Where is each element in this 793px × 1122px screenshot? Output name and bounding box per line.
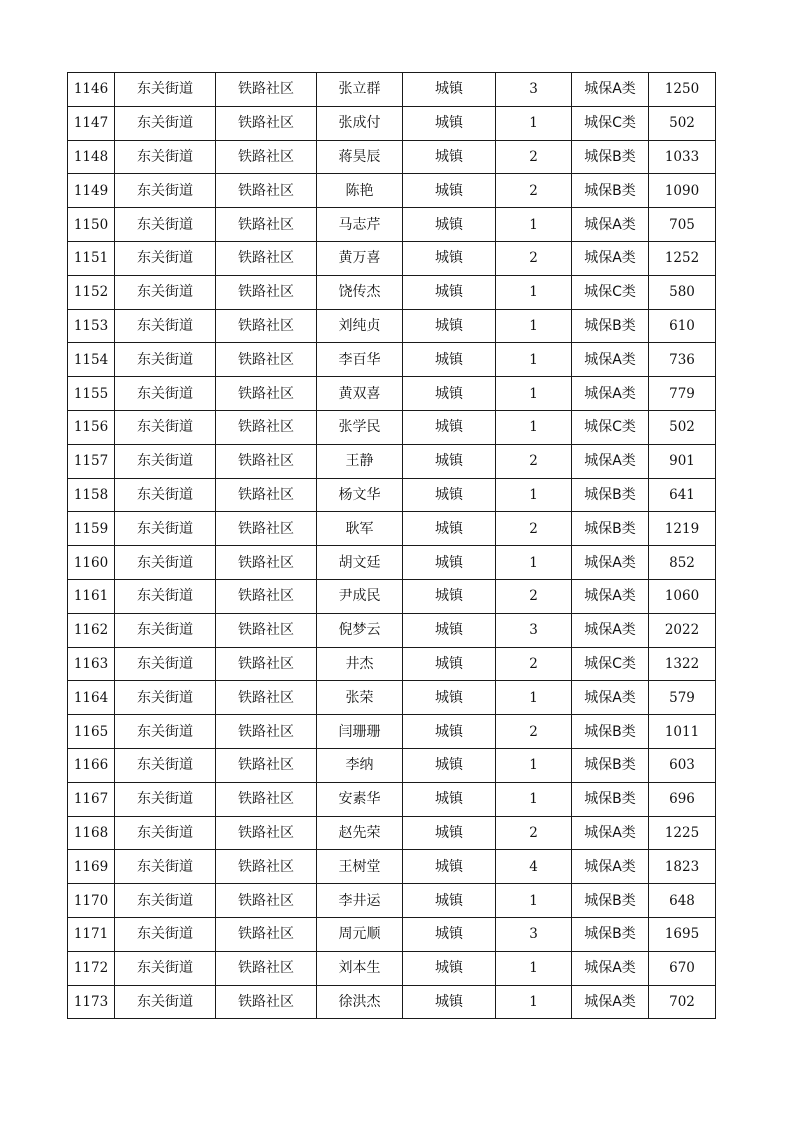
amount-cell: 502 xyxy=(649,106,716,140)
amount-cell: 736 xyxy=(649,343,716,377)
row-number-cell: 1157 xyxy=(68,444,115,478)
amount-cell: 1225 xyxy=(649,816,716,850)
household-size-cell: 2 xyxy=(496,174,572,208)
subdistrict-cell: 东关街道 xyxy=(115,140,216,174)
insurance-category-cell: 城保B类 xyxy=(572,512,649,546)
row-number-cell: 1173 xyxy=(68,985,115,1019)
subdistrict-cell: 东关街道 xyxy=(115,715,216,749)
amount-cell: 702 xyxy=(649,985,716,1019)
name-cell: 李百华 xyxy=(317,343,403,377)
community-cell: 铁路社区 xyxy=(216,782,317,816)
insurance-category-cell: 城保A类 xyxy=(572,579,649,613)
insurance-category-cell: 城保B类 xyxy=(572,884,649,918)
name-cell: 闫珊珊 xyxy=(317,715,403,749)
subdistrict-cell: 东关街道 xyxy=(115,478,216,512)
amount-cell: 502 xyxy=(649,410,716,444)
household-size-cell: 1 xyxy=(496,681,572,715)
subdistrict-cell: 东关街道 xyxy=(115,985,216,1019)
subdistrict-cell: 东关街道 xyxy=(115,174,216,208)
amount-cell: 1695 xyxy=(649,917,716,951)
insurance-category-cell: 城保B类 xyxy=(572,140,649,174)
insurance-category-cell: 城保C类 xyxy=(572,647,649,681)
residence-type-cell: 城镇 xyxy=(403,309,496,343)
insurance-category-cell: 城保A类 xyxy=(572,444,649,478)
name-cell: 刘纯贞 xyxy=(317,309,403,343)
name-cell: 胡文廷 xyxy=(317,546,403,580)
residence-type-cell: 城镇 xyxy=(403,816,496,850)
residence-type-cell: 城镇 xyxy=(403,478,496,512)
name-cell: 周元顺 xyxy=(317,917,403,951)
table-row xyxy=(68,377,716,411)
household-size-cell: 1 xyxy=(496,343,572,377)
subdistrict-cell: 东关街道 xyxy=(115,546,216,580)
household-size-cell: 3 xyxy=(496,73,572,107)
insurance-category-cell: 城保C类 xyxy=(572,410,649,444)
subdistrict-cell: 东关街道 xyxy=(115,951,216,985)
row-number-cell: 1146 xyxy=(68,73,115,107)
row-number-cell: 1151 xyxy=(68,241,115,275)
row-number-cell: 1159 xyxy=(68,512,115,546)
amount-cell: 670 xyxy=(649,951,716,985)
row-number-cell: 1161 xyxy=(68,579,115,613)
row-number-cell: 1170 xyxy=(68,884,115,918)
community-cell: 铁路社区 xyxy=(216,444,317,478)
amount-cell: 852 xyxy=(649,546,716,580)
community-cell: 铁路社区 xyxy=(216,512,317,546)
name-cell: 杨文华 xyxy=(317,478,403,512)
amount-cell: 1219 xyxy=(649,512,716,546)
amount-cell: 1823 xyxy=(649,850,716,884)
row-number-cell: 1156 xyxy=(68,410,115,444)
subdistrict-cell: 东关街道 xyxy=(115,275,216,309)
name-cell: 张学民 xyxy=(317,410,403,444)
community-cell: 铁路社区 xyxy=(216,73,317,107)
insurance-category-cell: 城保B类 xyxy=(572,782,649,816)
subdistrict-cell: 东关街道 xyxy=(115,343,216,377)
row-number-cell: 1155 xyxy=(68,377,115,411)
row-number-cell: 1153 xyxy=(68,309,115,343)
insurance-category-cell: 城保B类 xyxy=(572,309,649,343)
name-cell: 张成付 xyxy=(317,106,403,140)
subdistrict-cell: 东关街道 xyxy=(115,377,216,411)
household-size-cell: 3 xyxy=(496,917,572,951)
residence-type-cell: 城镇 xyxy=(403,275,496,309)
insurance-category-cell: 城保B类 xyxy=(572,174,649,208)
insurance-category-cell: 城保A类 xyxy=(572,73,649,107)
community-cell: 铁路社区 xyxy=(216,816,317,850)
community-cell: 铁路社区 xyxy=(216,546,317,580)
table-row xyxy=(68,816,716,850)
row-number-cell: 1168 xyxy=(68,816,115,850)
amount-cell: 2022 xyxy=(649,613,716,647)
table-row xyxy=(68,140,716,174)
subdistrict-cell: 东关街道 xyxy=(115,613,216,647)
residence-type-cell: 城镇 xyxy=(403,377,496,411)
community-cell: 铁路社区 xyxy=(216,985,317,1019)
subdistrict-cell: 东关街道 xyxy=(115,309,216,343)
row-number-cell: 1162 xyxy=(68,613,115,647)
assistance-table xyxy=(67,72,716,1019)
household-size-cell: 1 xyxy=(496,951,572,985)
household-size-cell: 2 xyxy=(496,512,572,546)
household-size-cell: 1 xyxy=(496,985,572,1019)
residence-type-cell: 城镇 xyxy=(403,208,496,242)
residence-type-cell: 城镇 xyxy=(403,106,496,140)
subdistrict-cell: 东关街道 xyxy=(115,73,216,107)
household-size-cell: 1 xyxy=(496,478,572,512)
household-size-cell: 2 xyxy=(496,241,572,275)
community-cell: 铁路社区 xyxy=(216,579,317,613)
amount-cell: 610 xyxy=(649,309,716,343)
household-size-cell: 1 xyxy=(496,377,572,411)
subdistrict-cell: 东关街道 xyxy=(115,106,216,140)
community-cell: 铁路社区 xyxy=(216,478,317,512)
community-cell: 铁路社区 xyxy=(216,208,317,242)
table-row xyxy=(68,106,716,140)
residence-type-cell: 城镇 xyxy=(403,985,496,1019)
row-number-cell: 1149 xyxy=(68,174,115,208)
row-number-cell: 1163 xyxy=(68,647,115,681)
table-row xyxy=(68,884,716,918)
name-cell: 饶传杰 xyxy=(317,275,403,309)
insurance-category-cell: 城保A类 xyxy=(572,546,649,580)
community-cell: 铁路社区 xyxy=(216,309,317,343)
table-row xyxy=(68,782,716,816)
household-size-cell: 2 xyxy=(496,579,572,613)
residence-type-cell: 城镇 xyxy=(403,613,496,647)
residence-type-cell: 城镇 xyxy=(403,850,496,884)
household-size-cell: 1 xyxy=(496,782,572,816)
table-body xyxy=(68,73,716,1019)
insurance-category-cell: 城保C类 xyxy=(572,275,649,309)
community-cell: 铁路社区 xyxy=(216,917,317,951)
name-cell: 蒋昊辰 xyxy=(317,140,403,174)
subdistrict-cell: 东关街道 xyxy=(115,681,216,715)
document-page xyxy=(67,72,715,1019)
household-size-cell: 1 xyxy=(496,106,572,140)
amount-cell: 696 xyxy=(649,782,716,816)
household-size-cell: 2 xyxy=(496,647,572,681)
community-cell: 铁路社区 xyxy=(216,343,317,377)
insurance-category-cell: 城保A类 xyxy=(572,343,649,377)
table-row xyxy=(68,850,716,884)
name-cell: 黄万喜 xyxy=(317,241,403,275)
row-number-cell: 1167 xyxy=(68,782,115,816)
subdistrict-cell: 东关街道 xyxy=(115,748,216,782)
residence-type-cell: 城镇 xyxy=(403,647,496,681)
community-cell: 铁路社区 xyxy=(216,715,317,749)
household-size-cell: 3 xyxy=(496,613,572,647)
amount-cell: 1011 xyxy=(649,715,716,749)
table-row xyxy=(68,546,716,580)
household-size-cell: 1 xyxy=(496,275,572,309)
insurance-category-cell: 城保A类 xyxy=(572,850,649,884)
table-row xyxy=(68,343,716,377)
row-number-cell: 1148 xyxy=(68,140,115,174)
residence-type-cell: 城镇 xyxy=(403,140,496,174)
name-cell: 张立群 xyxy=(317,73,403,107)
residence-type-cell: 城镇 xyxy=(403,681,496,715)
name-cell: 王静 xyxy=(317,444,403,478)
household-size-cell: 1 xyxy=(496,410,572,444)
subdistrict-cell: 东关街道 xyxy=(115,579,216,613)
residence-type-cell: 城镇 xyxy=(403,884,496,918)
residence-type-cell: 城镇 xyxy=(403,546,496,580)
table-row xyxy=(68,444,716,478)
household-size-cell: 2 xyxy=(496,715,572,749)
subdistrict-cell: 东关街道 xyxy=(115,782,216,816)
community-cell: 铁路社区 xyxy=(216,410,317,444)
name-cell: 徐洪杰 xyxy=(317,985,403,1019)
subdistrict-cell: 东关街道 xyxy=(115,410,216,444)
community-cell: 铁路社区 xyxy=(216,850,317,884)
community-cell: 铁路社区 xyxy=(216,681,317,715)
household-size-cell: 1 xyxy=(496,309,572,343)
table-row xyxy=(68,748,716,782)
insurance-category-cell: 城保A类 xyxy=(572,377,649,411)
residence-type-cell: 城镇 xyxy=(403,512,496,546)
community-cell: 铁路社区 xyxy=(216,106,317,140)
table-row xyxy=(68,647,716,681)
name-cell: 井杰 xyxy=(317,647,403,681)
subdistrict-cell: 东关街道 xyxy=(115,512,216,546)
household-size-cell: 1 xyxy=(496,208,572,242)
residence-type-cell: 城镇 xyxy=(403,917,496,951)
community-cell: 铁路社区 xyxy=(216,140,317,174)
insurance-category-cell: 城保B类 xyxy=(572,478,649,512)
table-row xyxy=(68,579,716,613)
subdistrict-cell: 东关街道 xyxy=(115,884,216,918)
household-size-cell: 2 xyxy=(496,444,572,478)
residence-type-cell: 城镇 xyxy=(403,782,496,816)
community-cell: 铁路社区 xyxy=(216,748,317,782)
name-cell: 尹成民 xyxy=(317,579,403,613)
residence-type-cell: 城镇 xyxy=(403,444,496,478)
row-number-cell: 1150 xyxy=(68,208,115,242)
community-cell: 铁路社区 xyxy=(216,613,317,647)
name-cell: 耿军 xyxy=(317,512,403,546)
community-cell: 铁路社区 xyxy=(216,275,317,309)
table-row xyxy=(68,613,716,647)
subdistrict-cell: 东关街道 xyxy=(115,850,216,884)
table-row xyxy=(68,715,716,749)
insurance-category-cell: 城保A类 xyxy=(572,613,649,647)
insurance-category-cell: 城保A类 xyxy=(572,241,649,275)
community-cell: 铁路社区 xyxy=(216,647,317,681)
name-cell: 黄双喜 xyxy=(317,377,403,411)
residence-type-cell: 城镇 xyxy=(403,951,496,985)
insurance-category-cell: 城保A类 xyxy=(572,816,649,850)
table-row xyxy=(68,681,716,715)
insurance-category-cell: 城保C类 xyxy=(572,106,649,140)
subdistrict-cell: 东关街道 xyxy=(115,444,216,478)
name-cell: 赵先荣 xyxy=(317,816,403,850)
row-number-cell: 1154 xyxy=(68,343,115,377)
table-row xyxy=(68,951,716,985)
amount-cell: 779 xyxy=(649,377,716,411)
name-cell: 李井运 xyxy=(317,884,403,918)
amount-cell: 1250 xyxy=(649,73,716,107)
insurance-category-cell: 城保A类 xyxy=(572,208,649,242)
household-size-cell: 1 xyxy=(496,546,572,580)
household-size-cell: 1 xyxy=(496,884,572,918)
name-cell: 马志芹 xyxy=(317,208,403,242)
insurance-category-cell: 城保A类 xyxy=(572,985,649,1019)
household-size-cell: 2 xyxy=(496,816,572,850)
insurance-category-cell: 城保B类 xyxy=(572,715,649,749)
row-number-cell: 1169 xyxy=(68,850,115,884)
amount-cell: 603 xyxy=(649,748,716,782)
amount-cell: 579 xyxy=(649,681,716,715)
amount-cell: 641 xyxy=(649,478,716,512)
row-number-cell: 1152 xyxy=(68,275,115,309)
table-row xyxy=(68,985,716,1019)
table-row xyxy=(68,73,716,107)
insurance-category-cell: 城保A类 xyxy=(572,951,649,985)
subdistrict-cell: 东关街道 xyxy=(115,241,216,275)
table-row xyxy=(68,241,716,275)
row-number-cell: 1164 xyxy=(68,681,115,715)
residence-type-cell: 城镇 xyxy=(403,748,496,782)
residence-type-cell: 城镇 xyxy=(403,174,496,208)
insurance-category-cell: 城保A类 xyxy=(572,681,649,715)
residence-type-cell: 城镇 xyxy=(403,343,496,377)
table-row xyxy=(68,309,716,343)
table-row xyxy=(68,275,716,309)
community-cell: 铁路社区 xyxy=(216,951,317,985)
residence-type-cell: 城镇 xyxy=(403,579,496,613)
household-size-cell: 4 xyxy=(496,850,572,884)
row-number-cell: 1171 xyxy=(68,917,115,951)
household-size-cell: 1 xyxy=(496,748,572,782)
table-row xyxy=(68,512,716,546)
community-cell: 铁路社区 xyxy=(216,241,317,275)
row-number-cell: 1160 xyxy=(68,546,115,580)
name-cell: 陈艳 xyxy=(317,174,403,208)
name-cell: 李纳 xyxy=(317,748,403,782)
insurance-category-cell: 城保B类 xyxy=(572,917,649,951)
amount-cell: 648 xyxy=(649,884,716,918)
amount-cell: 901 xyxy=(649,444,716,478)
name-cell: 倪梦云 xyxy=(317,613,403,647)
subdistrict-cell: 东关街道 xyxy=(115,816,216,850)
table-row xyxy=(68,208,716,242)
amount-cell: 580 xyxy=(649,275,716,309)
name-cell: 张荣 xyxy=(317,681,403,715)
name-cell: 刘本生 xyxy=(317,951,403,985)
row-number-cell: 1158 xyxy=(68,478,115,512)
amount-cell: 1060 xyxy=(649,579,716,613)
insurance-category-cell: 城保B类 xyxy=(572,748,649,782)
community-cell: 铁路社区 xyxy=(216,884,317,918)
row-number-cell: 1165 xyxy=(68,715,115,749)
subdistrict-cell: 东关街道 xyxy=(115,917,216,951)
subdistrict-cell: 东关街道 xyxy=(115,647,216,681)
table-row xyxy=(68,410,716,444)
table-row xyxy=(68,174,716,208)
community-cell: 铁路社区 xyxy=(216,174,317,208)
name-cell: 安素华 xyxy=(317,782,403,816)
residence-type-cell: 城镇 xyxy=(403,410,496,444)
residence-type-cell: 城镇 xyxy=(403,73,496,107)
community-cell: 铁路社区 xyxy=(216,377,317,411)
table-row xyxy=(68,917,716,951)
amount-cell: 1033 xyxy=(649,140,716,174)
subdistrict-cell: 东关街道 xyxy=(115,208,216,242)
name-cell: 王树堂 xyxy=(317,850,403,884)
household-size-cell: 2 xyxy=(496,140,572,174)
row-number-cell: 1147 xyxy=(68,106,115,140)
amount-cell: 1322 xyxy=(649,647,716,681)
row-number-cell: 1172 xyxy=(68,951,115,985)
residence-type-cell: 城镇 xyxy=(403,241,496,275)
table-row xyxy=(68,478,716,512)
amount-cell: 1090 xyxy=(649,174,716,208)
amount-cell: 705 xyxy=(649,208,716,242)
residence-type-cell: 城镇 xyxy=(403,715,496,749)
row-number-cell: 1166 xyxy=(68,748,115,782)
amount-cell: 1252 xyxy=(649,241,716,275)
